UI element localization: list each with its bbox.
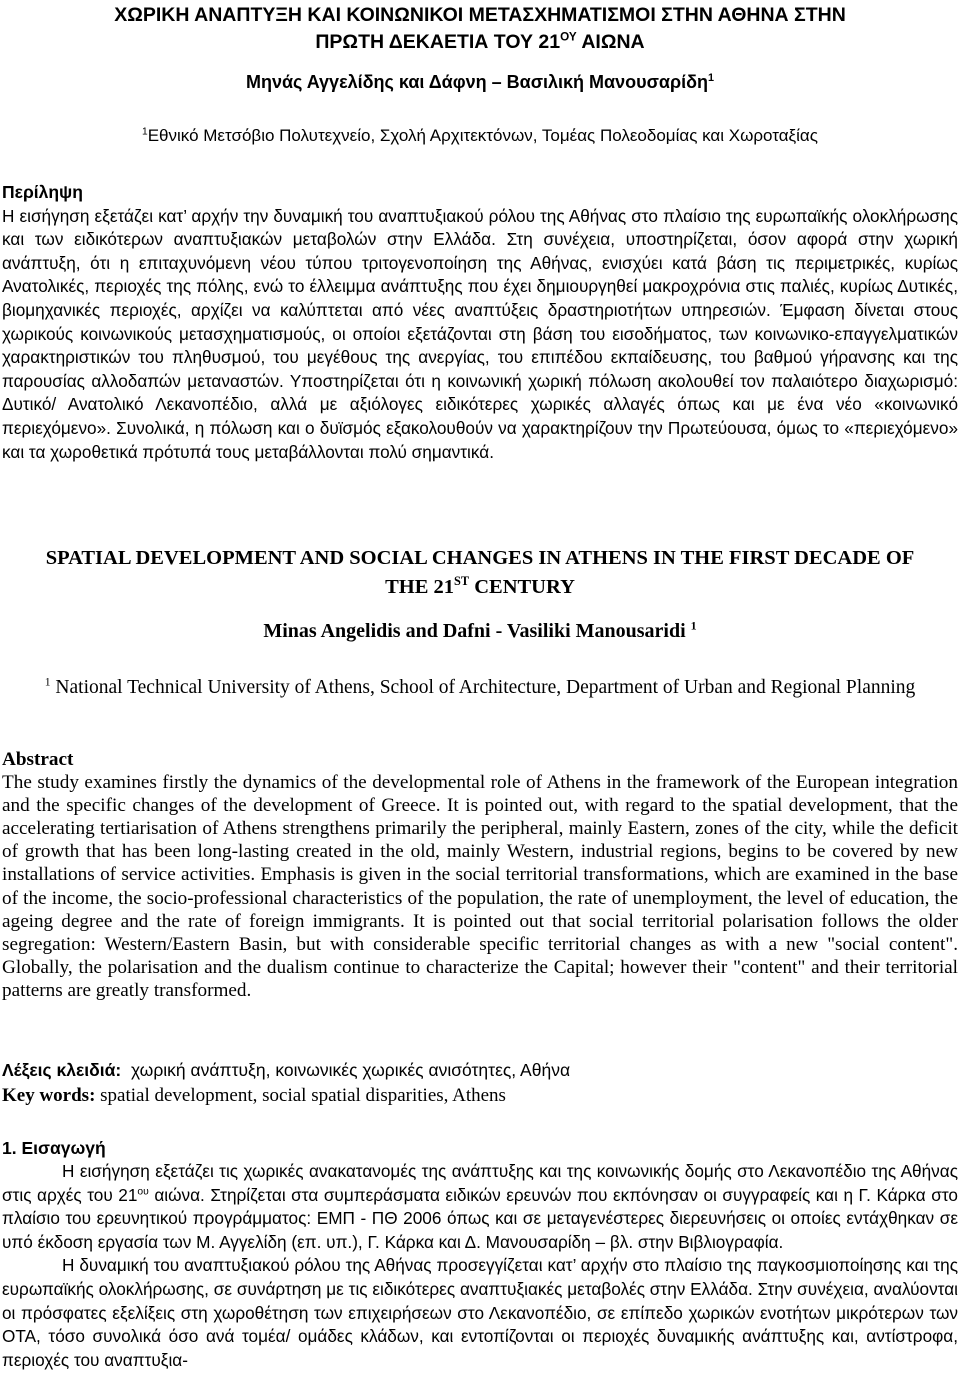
greek-keywords-value: χωρική ανάπτυξη, κοινωνικές χωρικές ανισότητες, Αθήνα (121, 1060, 571, 1080)
english-keywords-label: Key words: (2, 1085, 96, 1106)
english-affiliation (0, 674, 960, 701)
greek-title-line2-end: ΑΙΩΝΑ (576, 31, 645, 53)
english-title-line2 (0, 573, 960, 602)
greek-title-superscript: ΟΥ (560, 30, 577, 44)
english-title (0, 544, 960, 602)
greek-title (0, 2, 960, 56)
greek-affiliation (0, 126, 960, 146)
greek-summary-text: Η εισήγηση εξετάζει κατ’ αρχήν την δυναμική του αναπτυξιακού ρόλου της Αθήνας στο πλαίσιο της ευρωπαϊκής ολοκλήρωσης και των ειδικότερων αναπτυξιακών μεταβολών στην Ελλάδα. Στη συνέχεια, υποστηρίζεται, όσον αφορά στην χωρική ανάπτυξη, ότι η επιταχυνόμενη νέου τύπου τριτογενοποίηση της Αθήνας, ενισχύει κατά βάση τις περιμετρικές, κυρίως Ανατολικές, περιοχές της πόλης, ενώ το έλλειμμα ανάπτυξης που έχει δημιουργηθεί μακροχρόνια στις παλιές, κυρίως Δυτικές, βιομηχανικές περιοχές, αρχίζει να καλύπτεται από νέες αναπτύξεις δραστηριοτήτων υπηρεσιών. Έμφαση δίνεται στους χωρικούς κοινωνικούς μετασχηματισμούς, οι οποίοι εξετάζονται στη βάση του εισοδήματος, των κοινωνικο-επαγγελματικών χαρακτηριστικών του πληθυσμού, του μεγέθους της ανεργίας, του επιπέδου εκπαίδευσης, του βαθμού γήρανσης και της παρουσίας αλλοδαπών μεταναστών. Υποστηρίζεται ότι η κοινωνική χωρική πόλωση ακολουθεί τον παλαιότερο διαχωρισμό: Δυτικό/ Ανατολικό Λεκανοπέδιο, αλλά με αξιόλογες ειδικότερες χωρικές αλλαγές όπως και με ένα νέο «κοινωνικό περιεχόμενο». Συνολικά, η πόλωση και ο δυϊσμός εξακολουθούν να χαρακτηρίζουν την Πρωτεύουσα, όμως το «περιεχόμενο» και τα χωροθετικά πρότυπά τους μεταβάλλονται πολύ σημαντικά. (2, 205, 958, 462)
greek-summary-section (2, 181, 958, 464)
intro-paragraph-1-start: Η εισήγηση εξετάζει τις χωρικές ανακατανομές της ανάπτυξης και της κοινωνικής δομής στο Λεκανοπέδιο της Αθήνας στις αρχές του 21 (2, 1161, 958, 1205)
english-authors-superscript: 1 (690, 618, 697, 633)
english-keywords (2, 1085, 506, 1107)
intro-paragraph-1-end: αιώνα. Στηρίζεται στα συμπεράσματα ειδικών ερευνών που εκπόνησαν οι συγγραφείς και η Γ. Κάρκα στο πλαίσιο του ερευνητικού προγράμματος: ΕΜΠ - ΠΘ 2006 όπως και σε μεταγενέστερες διερευνήσεις οι οποίες εντάχθηκαν σε υπό έκδοση εργασία των Μ. Αγγελίδη (επ. υπ.), Γ. Κάρκα και Δ. Μανουσαρίδη – βλ. στην Βιβλιογραφία. (2, 1184, 958, 1252)
greek-title-line2 (0, 29, 960, 56)
greek-affiliation-superscript: 1 (142, 126, 148, 138)
intro-heading: 1. Εισαγωγή (2, 1138, 106, 1158)
greek-title-line1: ΧΩΡΙΚΗ ΑΝΑΠΤΥΞΗ ΚΑΙ ΚΟΙΝΩΝΙΚΟΙ ΜΕΤΑΣΧΗΜΑΤΙΣΜΟΙ ΣΤΗΝ ΑΘΗΝΑ ΣΤΗΝ (114, 4, 846, 26)
greek-authors-superscript: 1 (708, 72, 715, 84)
intro-paragraph-2: Η δυναμική του αναπτυξιακού ρόλου της Αθήνας προσεγγίζεται κατ’ αρχήν στο πλαίσιο της παγκοσμιοποίησης και της ευρωπαϊκής ολοκλήρωσης, σε συνάρτηση με τις ειδικότερες αναπτυξιακές μεταβολές στην Ελλάδα. Στην συνέχεια, αναλύονται οι πρόσφατες εξελίξεις στη χωροθέτηση των επιχειρήσεων στο Λεκανοπέδιο, σε επίπεδο χωρικών ενοτήτων μικρότερων των ΟΤΑ, τόσο συνολικά όσο ανά τομέα/ ομάδες κλάδων, και εντοπίζονται οι περιοχές δυναμικής ανάπτυξης και, αντίστροφα, περιοχές του αναπτυξια- (2, 1255, 958, 1370)
greek-title-line2-text: ΠΡΩΤΗ ΔΕΚΑΕΤΙΑ ΤΟΥ 21 (315, 31, 561, 53)
english-title-line1: SPATIAL DEVELOPMENT AND SOCIAL CHANGES IN ATHENS IN THE FIRST DECADE OF (45, 547, 915, 569)
greek-summary-heading: Περίληψη (2, 182, 83, 202)
abstract-heading: Abstract (2, 749, 74, 770)
greek-authors (0, 72, 960, 93)
english-title-line2-end: CENTURY (469, 576, 575, 598)
greek-keywords-label: Λέξεις κλειδιά: (2, 1060, 122, 1080)
english-affiliation-superscript: 1 (44, 675, 51, 689)
abstract-text: The study examines firstly the dynamics of the developmental role of Athens in the framework of the European integration and the specific changes of the development of Greece. It is pointed out, with regard to the spatial development, that the accelerating tertiarisation of Athens strengthens primarily the peripheral, mainly Eastern, zones of the city, while the deficit of growth that has been long-lasting created in the old, mainly Western, industrial regions, begins to be covered by new installations of service activities. Emphasis is given in the social territorial transformations, which are examined in the base of the income, the socio-professional characteristics of the population, the rate of unemployment, the level of education, the ageing degree and the rate of foreign immigrants. It is pointed out that social territorial polarisation follows the older segregation: Western/Eastern Basin, but with considerable specific territorial changes as with a new "social content". Globally, the polarisation and the dualism continue to characterize the Capital; however their "content" and their territorial patterns are greatly transformed. (2, 772, 958, 1001)
intro-paragraph-1 (2, 1160, 958, 1254)
intro-paragraph-1-superscript: ου (137, 1185, 149, 1197)
english-title-superscript: ST (454, 574, 470, 589)
english-title-line2-text: THE 21 (385, 576, 455, 598)
intro-section (2, 1160, 958, 1372)
english-affiliation-text: National Technical University of Athens, School of Architecture, Department of Urban and Regional Planning (55, 677, 916, 698)
abstract-section (2, 748, 958, 1002)
english-authors-text: Minas Angelidis and Dafni - Vasiliki Manousaridi (263, 620, 686, 642)
greek-keywords (2, 1060, 570, 1081)
english-keywords-value: spatial development, social spatial disparities, Athens (95, 1085, 506, 1106)
english-authors (0, 620, 960, 643)
greek-authors-text: Μηνάς Αγγελίδης και Δάφνη – Βασιλική Μανουσαρίδη (245, 72, 709, 92)
greek-affiliation-text: Εθνικό Μετσόβιο Πολυτεχνείο, Σχολή Αρχιτεκτόνων, Τομέας Πολεοδομίας και Χωροταξίας (147, 126, 818, 145)
